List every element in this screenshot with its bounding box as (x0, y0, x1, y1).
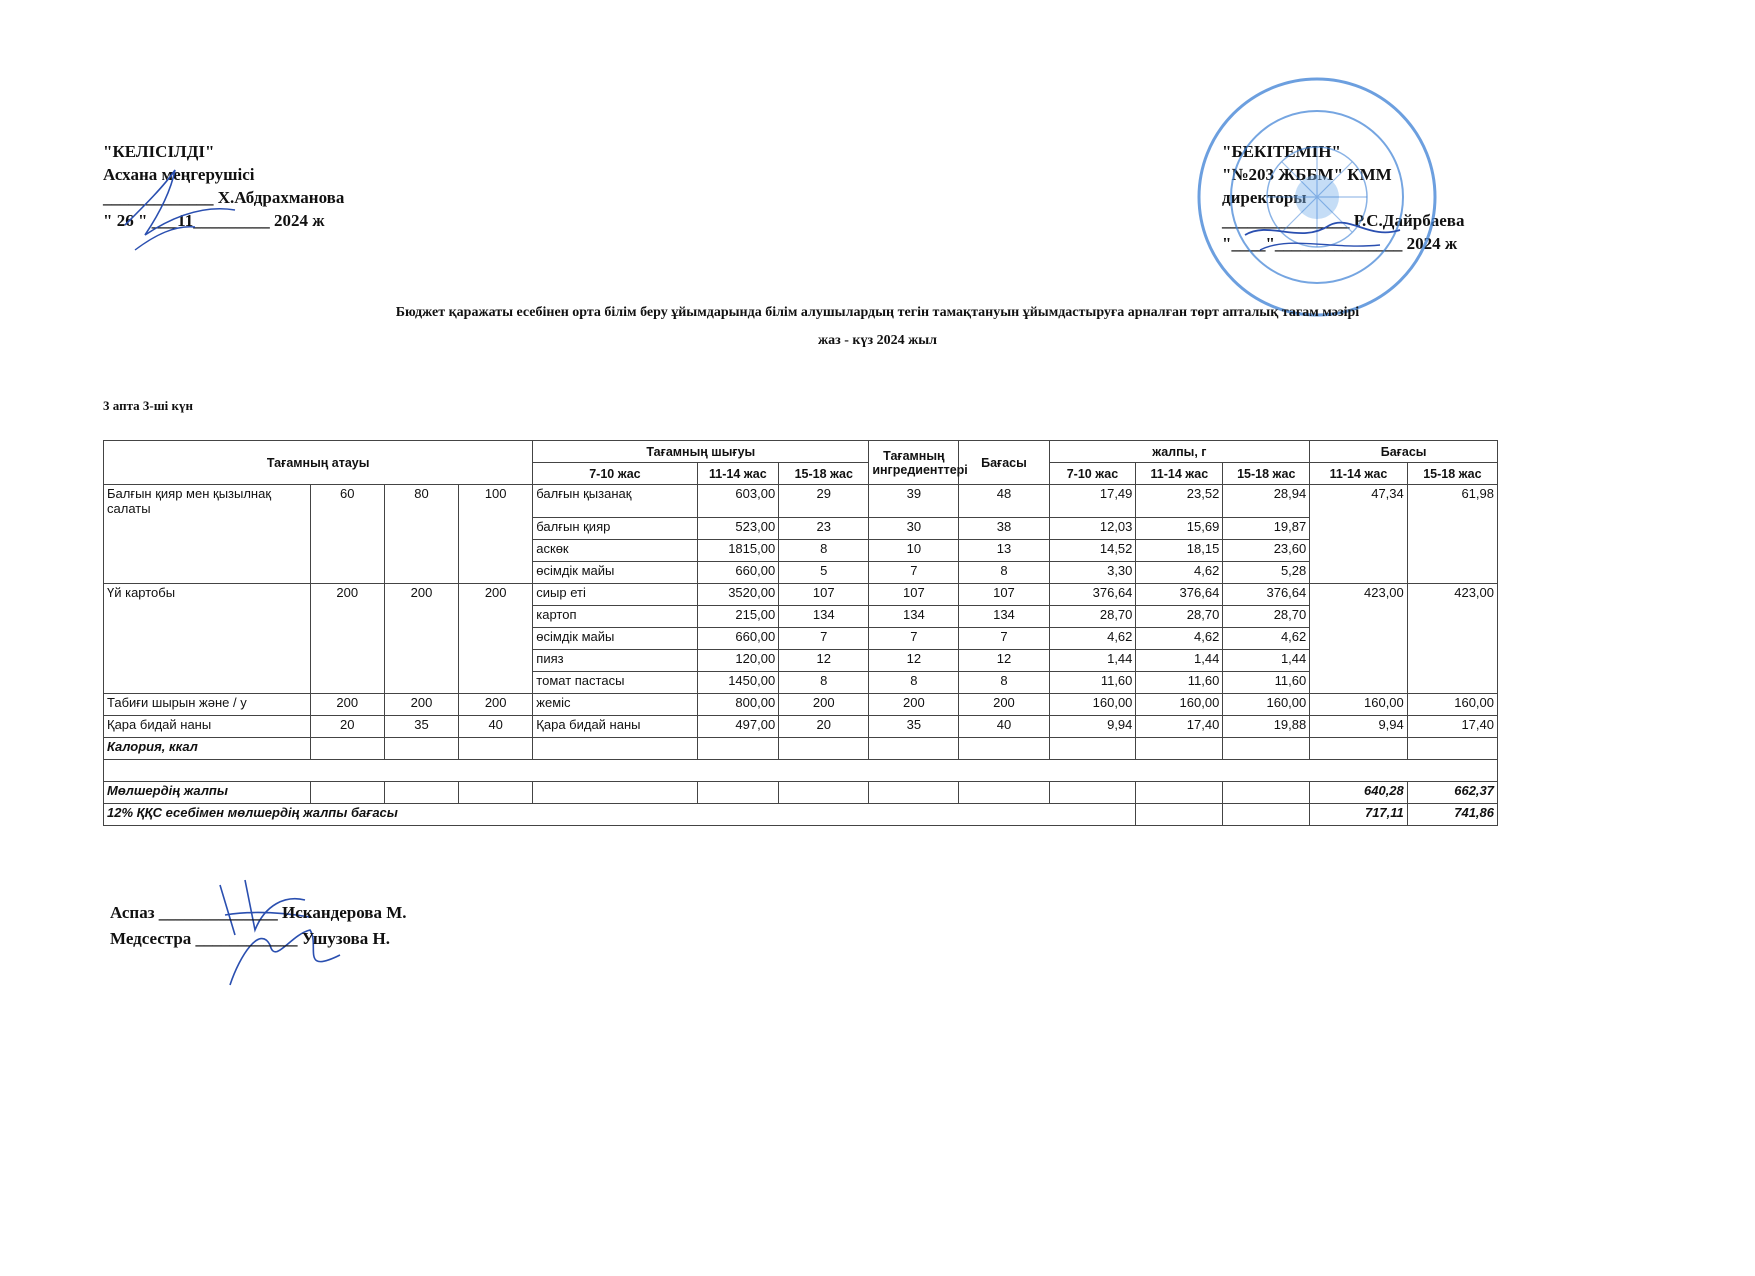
table-cell: 28,70 (1049, 605, 1136, 627)
table-cell: 376,64 (1223, 583, 1310, 605)
table-cell (1310, 517, 1408, 539)
table-cell: 61,98 (1407, 485, 1497, 518)
canteen-head-signature-line: _____________ Х.Абдрахманова (103, 188, 345, 207)
table-row (104, 517, 1498, 539)
canteen-head-title: Асхана меңгерушісі (103, 165, 255, 184)
table-row (104, 561, 1498, 583)
table-cell: 4,62 (1136, 561, 1223, 583)
table-cell: 11,60 (1136, 671, 1223, 693)
table-cell (459, 671, 533, 693)
table-cell (310, 649, 384, 671)
table-cell: 80 (384, 485, 458, 518)
table-cell: өсімдік майы (533, 627, 697, 649)
table-cell: 200 (310, 693, 384, 715)
table-cell: 11,60 (1223, 671, 1310, 693)
table-cell: 1815,00 (697, 539, 779, 561)
table-row (104, 605, 1498, 627)
table-cell: 200 (959, 693, 1049, 715)
nurse-signature-line: Медсестра ____________ Ушузова Н. (110, 929, 390, 948)
document-title: Бюджет қаражаты есебінен орта білім беру ұйымдарында білім алушылардың тегін тамақтануын ұйымдастыруға арналған төрт апталық тағам мәзірі (395, 305, 1360, 320)
table-cell: 38 (959, 517, 1049, 539)
table-cell: 1,44 (1136, 649, 1223, 671)
table-cell: 48 (959, 485, 1049, 518)
table-cell: 8 (959, 671, 1049, 693)
table-cell: сиыр еті (533, 583, 697, 605)
table-cell: 13 (959, 539, 1049, 561)
table-cell (459, 561, 533, 583)
table-cell: 14,52 (1049, 539, 1136, 561)
table-cell: картоп (533, 605, 697, 627)
table-cell: 423,00 (1310, 583, 1408, 605)
table-cell (310, 605, 384, 627)
table-row (104, 583, 1498, 605)
table-cell (1310, 605, 1408, 627)
table-cell: 7 (869, 627, 959, 649)
table-cell (1407, 517, 1497, 539)
table-cell: 3,30 (1049, 561, 1136, 583)
table-cell: 200 (459, 583, 533, 605)
table-cell: 39 (869, 485, 959, 518)
table-cell: 376,64 (1136, 583, 1223, 605)
table-cell: 28,94 (1223, 485, 1310, 518)
table-cell (104, 539, 311, 561)
table-cell: 23 (779, 517, 869, 539)
table-cell: 1,44 (1223, 649, 1310, 671)
table-cell (104, 671, 311, 693)
header-age-15-18: 15-18 жас (779, 463, 869, 485)
total-label: Мөлшердің жалпы (104, 781, 311, 803)
table-cell: 134 (959, 605, 1049, 627)
table-cell: 160,00 (1223, 693, 1310, 715)
table-cell: 28,70 (1223, 605, 1310, 627)
table-cell (1310, 671, 1408, 693)
table-cell: 1,44 (1049, 649, 1136, 671)
table-cell: 100 (459, 485, 533, 518)
table-cell: 30 (869, 517, 959, 539)
table-cell: 107 (869, 583, 959, 605)
header-total-grams: жалпы, г (1049, 441, 1310, 463)
table-cell: 12,03 (1049, 517, 1136, 539)
table-cell: 376,64 (1049, 583, 1136, 605)
table-cell (459, 605, 533, 627)
header-ingredients: Тағамның ингредиенттері (869, 441, 959, 485)
table-cell (1407, 539, 1497, 561)
table-cell: 660,00 (697, 627, 779, 649)
table-cell: 17,40 (1136, 715, 1223, 737)
table-cell: 19,87 (1223, 517, 1310, 539)
header-price-age-15-18: 15-18 жас (1407, 463, 1497, 485)
table-cell (310, 627, 384, 649)
table-cell: 200 (384, 693, 458, 715)
table-cell: 8 (959, 561, 1049, 583)
table-cell: 120,00 (697, 649, 779, 671)
table-cell (1310, 627, 1408, 649)
table-cell: 7 (779, 627, 869, 649)
table-cell: 5,28 (1223, 561, 1310, 583)
table-cell: 107 (779, 583, 869, 605)
header-total-age-7-10: 7-10 жас (1049, 463, 1136, 485)
table-cell: 40 (959, 715, 1049, 737)
table-cell: 4,62 (1223, 627, 1310, 649)
header-dish-output: Тағамның шығуы (533, 441, 869, 463)
table-cell: 160,00 (1407, 693, 1497, 715)
table-cell: 8 (779, 539, 869, 561)
total-11-14: 640,28 (1310, 781, 1408, 803)
table-cell: 200 (310, 583, 384, 605)
header-age-11-14: 11-14 жас (697, 463, 779, 485)
table-cell: 200 (779, 693, 869, 715)
table-row (104, 671, 1498, 693)
table-cell: 29 (779, 485, 869, 518)
table-cell: 160,00 (1310, 693, 1408, 715)
table-cell: Балғын қияр мен қызылнақ салаты (104, 485, 311, 518)
table-row (104, 539, 1498, 561)
table-cell: 35 (869, 715, 959, 737)
table-cell: 17,40 (1407, 715, 1497, 737)
director-title: директоры (1222, 188, 1307, 207)
table-cell: 215,00 (697, 605, 779, 627)
table-cell (1407, 561, 1497, 583)
table-cell: 660,00 (697, 561, 779, 583)
table-cell (1310, 539, 1408, 561)
table-cell: 200 (384, 583, 458, 605)
table-cell: 12 (779, 649, 869, 671)
table-row (104, 627, 1498, 649)
table-cell: 10 (869, 539, 959, 561)
table-cell: томат пастасы (533, 671, 697, 693)
table-cell: Үй картобы (104, 583, 311, 605)
table-cell: 18,15 (1136, 539, 1223, 561)
table-cell: 3520,00 (697, 583, 779, 605)
table-cell: 107 (959, 583, 1049, 605)
table-cell (384, 671, 458, 693)
menu-table-footer (104, 737, 1498, 825)
table-cell (384, 561, 458, 583)
table-cell (104, 517, 311, 539)
table-cell (104, 627, 311, 649)
table-row (104, 485, 1498, 518)
empty-row (104, 759, 1498, 781)
table-cell (459, 517, 533, 539)
table-cell: 47,34 (1310, 485, 1408, 518)
table-cell (1310, 649, 1408, 671)
table-cell (459, 627, 533, 649)
table-cell: аскөк (533, 539, 697, 561)
school-name: "№203 ЖББМ" КММ (1222, 165, 1392, 184)
table-cell (459, 539, 533, 561)
table-cell (310, 561, 384, 583)
table-cell: 497,00 (697, 715, 779, 737)
table-row (104, 649, 1498, 671)
table-cell: 134 (869, 605, 959, 627)
table-cell (310, 671, 384, 693)
header-price-per-age: Бағасы (1310, 441, 1498, 463)
table-cell: 20 (779, 715, 869, 737)
header-dish-name: Тағамның атауы (104, 441, 533, 485)
table-cell (104, 561, 311, 583)
table-cell: пияз (533, 649, 697, 671)
table-cell: 134 (779, 605, 869, 627)
table-cell: 8 (779, 671, 869, 693)
table-row (104, 715, 1498, 737)
table-cell (384, 605, 458, 627)
director-signature-line: _______________ Р.С.Дайрбаева (1222, 211, 1465, 230)
table-cell: 12 (959, 649, 1049, 671)
table-cell: 19,88 (1223, 715, 1310, 737)
table-cell: 12 (869, 649, 959, 671)
table-cell: 20 (310, 715, 384, 737)
table-cell: 160,00 (1049, 693, 1136, 715)
table-cell: 23,60 (1223, 539, 1310, 561)
table-cell (310, 517, 384, 539)
header-age-7-10: 7-10 жас (533, 463, 697, 485)
menu-table (103, 440, 1498, 826)
table-cell: 23,52 (1136, 485, 1223, 518)
table-cell: 60 (310, 485, 384, 518)
table-cell (1407, 649, 1497, 671)
agreed-date-line: " 26 " ___11_________ 2024 ж (103, 211, 325, 230)
header-total-age-11-14: 11-14 жас (1136, 463, 1223, 485)
table-cell (459, 649, 533, 671)
total-15-18: 662,37 (1407, 781, 1497, 803)
table-cell: балғын қияр (533, 517, 697, 539)
table-cell: 7 (869, 561, 959, 583)
table-cell: 160,00 (1136, 693, 1223, 715)
week-day-label: 3 апта 3-ші күн (103, 398, 194, 413)
agreed-label: "КЕЛІСІЛДІ" (103, 142, 215, 161)
vat-total-11-14: 717,11 (1310, 803, 1408, 825)
menu-table-body (104, 485, 1498, 738)
table-cell: 8 (869, 671, 959, 693)
table-cell: 28,70 (1136, 605, 1223, 627)
table-cell: 523,00 (697, 517, 779, 539)
table-cell (1407, 671, 1497, 693)
table-cell (1407, 627, 1497, 649)
table-cell: жеміс (533, 693, 697, 715)
table-cell: 4,62 (1136, 627, 1223, 649)
school-stamp (1195, 75, 1440, 320)
table-cell (104, 605, 311, 627)
table-cell: 200 (459, 693, 533, 715)
header-price: Бағасы (959, 441, 1049, 485)
table-cell: 800,00 (697, 693, 779, 715)
season-subtitle: жаз - күз 2024 жыл (817, 333, 938, 348)
table-cell: Қара бидай наны (104, 715, 311, 737)
table-cell (1407, 605, 1497, 627)
table-cell: Қара бидай наны (533, 715, 697, 737)
table-cell: 1450,00 (697, 671, 779, 693)
cook-signature-line: Аспаз ______________ Искандерова М. (110, 903, 407, 922)
director-signature-scribble (1240, 205, 1410, 265)
table-cell: өсімдік майы (533, 561, 697, 583)
canteen-head-signature-scribble (115, 165, 255, 255)
table-cell: 35 (384, 715, 458, 737)
header-total-age-15-18: 15-18 жас (1223, 463, 1310, 485)
table-cell: Табиғи шырын және / у (104, 693, 311, 715)
table-cell: 4,62 (1049, 627, 1136, 649)
table-cell: 9,94 (1049, 715, 1136, 737)
table-cell: 17,49 (1049, 485, 1136, 518)
table-cell: балғын қызанақ (533, 485, 697, 518)
table-cell: 7 (959, 627, 1049, 649)
table-cell (384, 539, 458, 561)
vat-total-label: 12% ҚҚС есебімен мөлшердің жалпы бағасы (104, 803, 1136, 825)
table-cell (384, 627, 458, 649)
approved-label: "БЕКІТЕМІН" (1222, 142, 1341, 161)
approved-date-line: "____"_______________ 2024 ж (1222, 234, 1458, 253)
table-cell (384, 517, 458, 539)
table-cell: 423,00 (1407, 583, 1497, 605)
table-cell: 11,60 (1049, 671, 1136, 693)
calories-label: Калория, ккал (104, 737, 311, 759)
table-cell: 9,94 (1310, 715, 1408, 737)
table-cell (310, 539, 384, 561)
vat-total-15-18: 741,86 (1407, 803, 1497, 825)
table-cell: 603,00 (697, 485, 779, 518)
table-cell (1310, 561, 1408, 583)
table-cell: 40 (459, 715, 533, 737)
table-cell (104, 649, 311, 671)
table-row (104, 693, 1498, 715)
table-cell (384, 649, 458, 671)
table-cell: 5 (779, 561, 869, 583)
header-price-age-11-14: 11-14 жас (1310, 463, 1408, 485)
table-cell: 200 (869, 693, 959, 715)
table-cell: 15,69 (1136, 517, 1223, 539)
